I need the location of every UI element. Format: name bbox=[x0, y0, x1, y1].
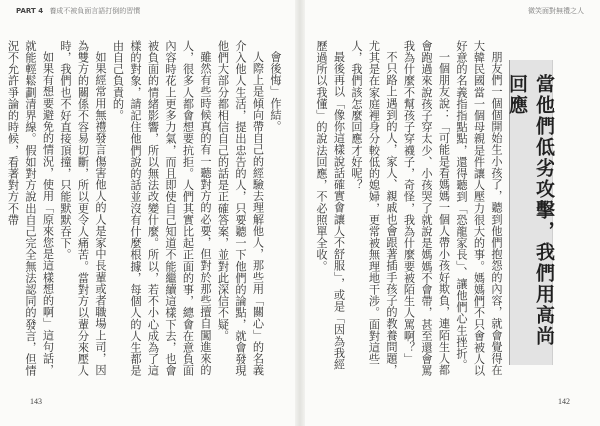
book-gutter bbox=[295, 0, 305, 426]
paragraph: 一個朋友說：「可能是看媽媽一個人帶小孩好欺負，連陌生人都會跑過來說孩子穿太少、小孩哭了就說是媽媽不會帶，甚至還會罵我為什麼不幫孩子穿襪子，奇怪，我為什麼要被陌生人罵啊？」 bbox=[402, 40, 451, 377]
paragraph: 如果經常用無禮發言傷害他人的人是家中長輩或者職場上司，因為雙方的關係不容易切斷，所以更令人痛苦。當對方以輩分來壓人時，我們也不好直接頂撞，只能默默吞下。 bbox=[59, 40, 107, 377]
paragraph: 雖然有些時候真的有一聽對方的必要，但對於那些擅自闖進來的人，很多人都會想要抗拒。人們其實比起正面的事，總會在意負面內容時花上更多力氣，而且即使自己知道不能繼續這樣下去，也會被負面的情緒影響，所以無法改變什麼。所以，若不小心成為了這樣的對象，請記住他們說的話並沒有什麼根據，每個人的人生都是由自己負責的。 bbox=[111, 40, 212, 377]
page-number-right: 142 bbox=[558, 397, 570, 406]
running-header-right: 微笑面對無禮之人 bbox=[528, 7, 584, 15]
paragraph: 人際上是傾向帶自己的經驗去理解他人，那些用「關心」的名義介入他人生活，提出忠告的人，只要聽一下他們的論點，就會發現他們大部分都相信自己的話是正確答案，並對此深信不疑。 bbox=[216, 40, 265, 377]
paragraph: 最後再以「像你這樣說話確實會讓人不舒服」，或是「因為我經歷過所以我懂」的說法回應，不必照單全收。 bbox=[315, 40, 346, 371]
chapter-title-band bbox=[506, 60, 555, 365]
paragraph: 如果有想要避免的情況，使用「原來您是這樣想的啊」這句話，就能輕鬆劃清界線。假如對方說出自己完全無法認同的發言，但情況不允許爭論的時候，看著對方不帶 bbox=[6, 40, 55, 377]
chapter-title: 當他們低劣攻擊，我們用高尚回應 bbox=[506, 74, 555, 347]
right-body-text bbox=[311, 40, 505, 380]
paragraph: 朋友們一個個開始生小孩了，聽到他們抱怨的內容，就會覺得在大韓民國當一個母親是件讓人壓力很大的事。媽媽們不只會被人以好意的名義指指點點，還得聽到「恐龍家長」、讓他們心生挫折。 bbox=[455, 40, 503, 377]
left-body-text bbox=[6, 40, 284, 380]
part-title: 養成不被負面言語打倒的習慣 bbox=[49, 7, 141, 15]
paragraph: 不只路上遇到的人，家人、親戚也會跟著插手孩子的教養問題，尤其是在家庭裡身分較低的媳婦，更常被無理地干涉。面對這些人，我們該怎麼回應才好呢？ bbox=[350, 40, 398, 376]
part-label: PART 4 bbox=[16, 7, 44, 15]
running-header-left bbox=[16, 6, 140, 16]
page-number-left: 143 bbox=[30, 397, 42, 406]
paragraph: 會後悔」作結。 bbox=[269, 51, 282, 133]
